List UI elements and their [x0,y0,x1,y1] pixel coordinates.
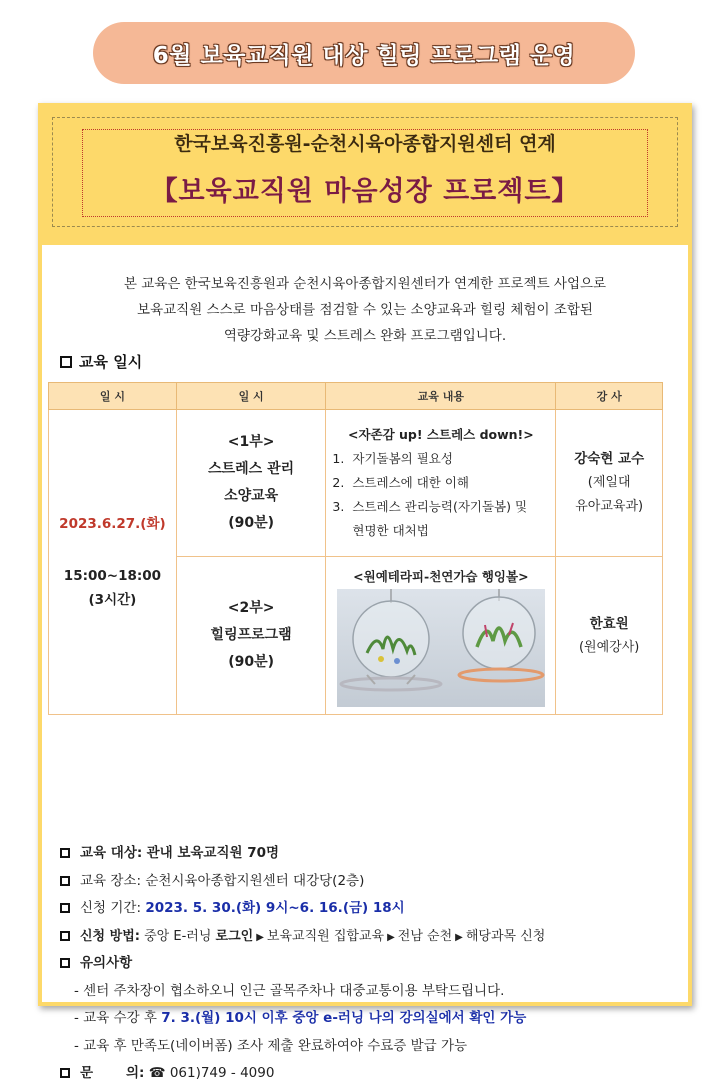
lecturer2-name: 한효원 [589,615,629,632]
table-header-row [49,383,663,410]
event-date: 2023.6.27.(화) [59,516,166,532]
schedule-section-title: 교육 일시 [60,351,142,372]
page-title-pill [93,22,635,84]
detail-method: 신청 방법: 중앙 E-러닝 로그인 ▶ 보육교직원 집합교육 ▶ 전남 순천 ▶ 해당과목 신청 [60,923,680,951]
arrow-right-icon: ▶ [455,931,463,943]
part2-cell: <2부> 힐링프로그램 (90분) [176,557,326,715]
intro-text [48,271,682,349]
detail-place: 교육 장소: 순천시육아종합지원센터 대강당(2층) [60,868,680,896]
part1-cell: <1부> 스트레스 관리 소양교육 (90분) [176,410,326,557]
detail-period: 신청 기간: 2023. 5. 30.(화) 9시~6. 16.(금) 18시 [60,895,680,923]
note-item: - 교육 수강 후 7. 3.(월) 10시 이후 중앙 e-러닝 나의 강의실에서 확인 가능 [74,1010,527,1026]
part1-content-list [332,447,549,543]
date-time-cell [49,410,177,715]
phone-icon: ☎ [148,1065,166,1081]
banner-subtitle: 한국보육진흥원-순천시육아종합지원센터 연계 [174,133,556,155]
checkbox-square-icon [60,931,70,941]
arrow-right-icon: ▶ [256,931,264,943]
body-frame [38,241,692,1081]
part2-content-cell [326,557,556,715]
notice-card [38,103,692,1081]
intro-line: 본 교육은 한국보육진흥원과 순천시육아종합지원센터가 연계한 프로젝트 사업으로 [123,276,607,292]
intro-line: 역량강화교육 및 스트레스 완화 프로그램입니다. [223,328,507,344]
part1-content-title: <자존감 up! 스트레스 down!> [347,427,534,442]
part1-content-cell [326,410,556,557]
arrow-right-icon: ▶ [387,931,395,943]
detail-notes-title: 유의사항 [60,950,680,978]
detail-target: 교육 대상: 관내 보육교직원 70명 [60,840,680,868]
checkbox-square-icon [60,1068,70,1078]
table-header-cell: 일 시 [49,383,177,410]
table-header-cell: 일 시 [176,383,326,410]
note-item: - 센터 주차장이 협소하오니 인근 골목주차나 대중교통이용 부탁드립니다. [74,982,505,999]
list-item: 1. 자기돌봄의 필요성 [332,451,453,466]
list-item: 2. 스트레스에 대한 이해 [332,475,469,490]
schedule-table [48,382,663,715]
details-list [60,840,680,1088]
list-item: 3. 스트레스 관리능력(자기돌봄) 및 [332,499,528,514]
page-title: 6월 보육교직원 대상 힐링 프로그램 운영 [152,42,576,69]
intro-line: 보육교직원 스스로 마음상태를 점검할 수 있는 소양교육과 힐링 체험이 조합된 [137,302,593,318]
checkbox-square-icon [60,356,72,368]
detail-contact: 문 의: ☎ 061)749 - 4090 [60,1060,680,1088]
table-header-cell: 강 사 [556,383,663,410]
checkbox-square-icon [60,903,70,913]
list-item-continued: 현명한 대처법 [352,523,429,538]
lecturer2-cell: 한효원 (원예강사) [556,557,663,715]
lecturer1-cell: 강숙현 교수 (제일대 유아교육과) [556,410,663,557]
checkbox-square-icon [60,848,70,858]
hanging-ball-photo [337,589,545,707]
checkbox-square-icon [60,876,70,886]
event-time: 15:00~18:00 [63,568,162,584]
part2-content-title: <원예테라피-천연가습 행잉볼> [353,568,529,584]
table-header-cell: 교육 내용 [326,383,556,410]
banner [38,103,692,241]
event-duration: (3시간) [88,592,137,608]
note-item: - 교육 후 만족도(네이버폼) 조사 제출 완료하여야 수료증 발급 가능 [74,1037,468,1054]
banner-title: 【보육교직원 마음성장 프로젝트】 [150,176,580,207]
checkbox-square-icon [60,958,70,968]
lecturer1-name: 강숙현 교수 [574,451,645,467]
table-row [49,410,663,557]
